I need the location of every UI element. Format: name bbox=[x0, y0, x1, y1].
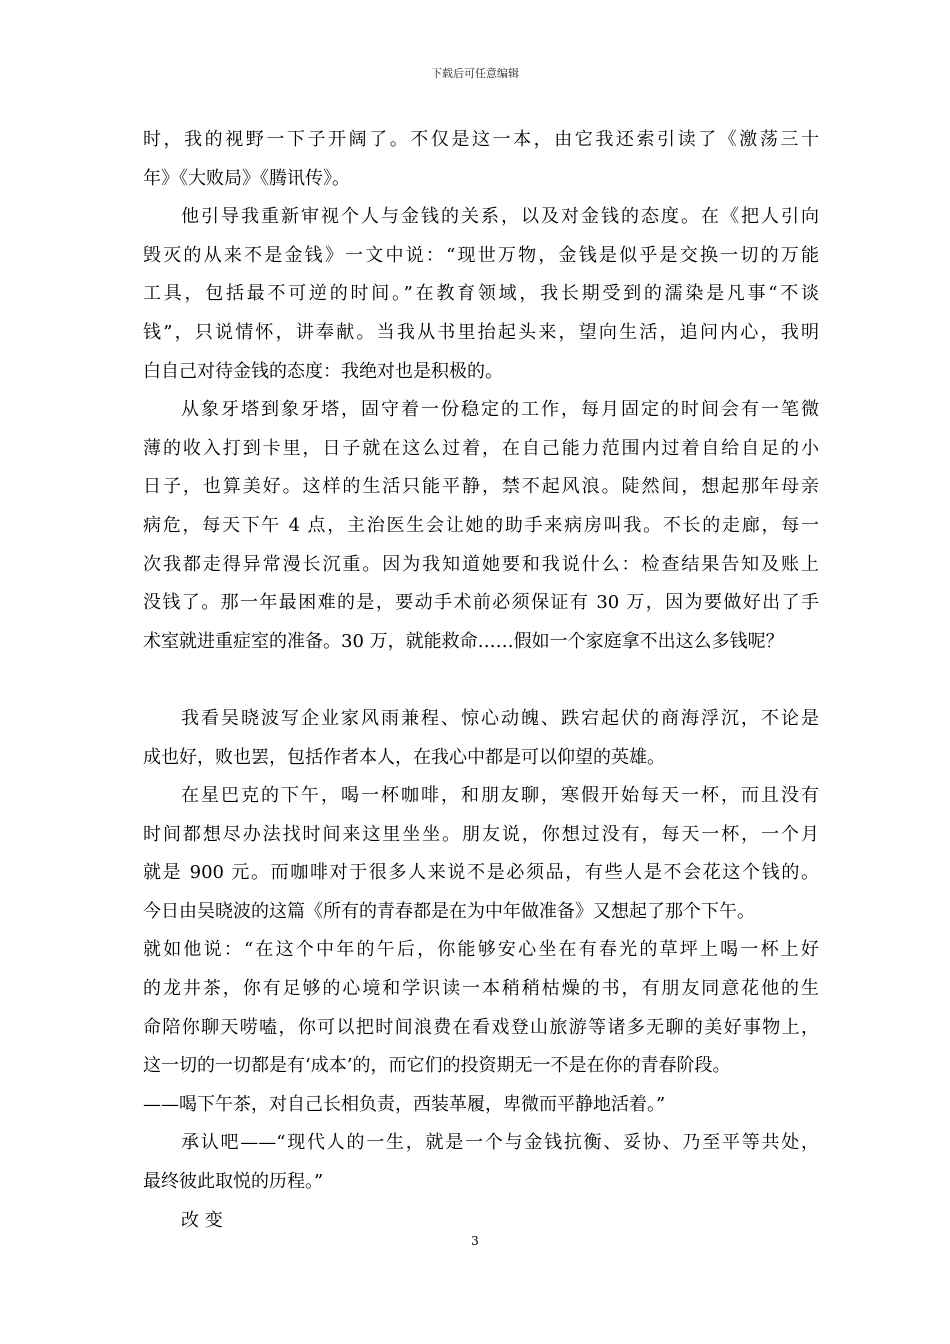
text-line: 他引导我重新审视个人与金钱的关系，以及对金钱的态度。在《把人引向 bbox=[181, 206, 819, 228]
text-line: 命陪你聊天唠嗑，你可以把时间浪费在看戏登山旅游等诸多无聊的美好事物上， bbox=[143, 1016, 819, 1038]
text-line: 成也好，败也罢，包括作者本人，在我心中都是可以仰望的英雄。 bbox=[143, 746, 665, 768]
text-line: 从象牙塔到象牙塔，固守着一份稳定的工作，每月固定的时间会有一笔微 bbox=[181, 399, 819, 421]
text-line: 薄的收入打到卡里，日子就在这么过着，在自己能力范围内过着自给自足的小 bbox=[143, 437, 819, 459]
text-line: 承认吧——“现代人的一生，就是一个与金钱抗衡、妥协、乃至平等共处， bbox=[181, 1132, 819, 1154]
text-line: 术室就进重症室的准备。30 万，就能救命……假如一个家庭拿不出这么多钱呢？ bbox=[143, 630, 784, 652]
text-line: 次我都走得异常漫长沉重。因为我知道她要和我说什么：检查结果告知及账上 bbox=[143, 553, 819, 575]
text-line: ——喝下午茶，对自己长相负责，西装革履，卑微而平静地活着。” bbox=[143, 1093, 666, 1115]
text-line: 工具，包括最不可逆的时间。”在教育领域，我长期受到的濡染是凡事“不谈 bbox=[143, 283, 819, 305]
text-line: 钱”，只说情怀，讲奉献。当我从书里抬起头来，望向生活，追问内心，我明 bbox=[143, 321, 819, 343]
text-line: 我看吴晓波写企业家风雨兼程、惊心动魄、跌宕起伏的商海浮沉，不论是 bbox=[181, 707, 819, 729]
page-header: 下载后可任意编辑 bbox=[431, 67, 519, 80]
text-line: 时间都想尽办法找时间来这里坐坐。朋友说，你想过没有，每天一杯，一个月 bbox=[143, 823, 819, 845]
text-line: 没钱了。那一年最困难的是，要动手术前必须保证有 30 万，因为要做好出了手 bbox=[143, 592, 819, 614]
text-line: 的龙井茶，你有足够的心境和学识读一本稍稍枯燥的书，有朋友同意花他的生 bbox=[143, 978, 819, 1000]
text-line: 毁灭的从来不是金钱》一文中说：“现世万物，金钱是似乎是交换一切的万能 bbox=[143, 244, 819, 266]
text-line: 这一切的一切都是有‘成本’的，而它们的投资期无一不是在你的青春阶段。 bbox=[143, 1055, 731, 1077]
text-line: 今日由吴晓波的这篇《所有的青春都是在为中年做准备》又想起了那个下午。 bbox=[143, 900, 755, 922]
section-heading: 改 变 bbox=[181, 1209, 223, 1231]
text-line: 就是 900 元。而咖啡对于很多人来说不是必须品，有些人是不会花这个钱的。 bbox=[143, 862, 819, 884]
text-line: 最终彼此取悦的历程。” bbox=[143, 1171, 324, 1193]
page-number: 3 bbox=[471, 1234, 479, 1248]
text-line: 病危，每天下午 4 点，主治医生会让她的助手来病房叫我。不长的走廊，每一 bbox=[143, 514, 819, 536]
text-line: 白自己对待金钱的态度：我绝对也是积极的。 bbox=[143, 360, 503, 382]
blank-line bbox=[143, 661, 819, 700]
document-body bbox=[143, 121, 819, 1240]
text-line: 年》《大败局》《腾讯传》。 bbox=[143, 167, 350, 189]
text-line: 时，我的视野一下子开阔了。不仅是这一本，由它我还索引读了《激荡三十 bbox=[143, 129, 819, 150]
text-line: 日子，也算美好。这样的生活只能平静，禁不起风浪。陡然间，想起那年母亲 bbox=[143, 476, 819, 498]
text-line: 在星巴克的下午，喝一杯咖啡，和朋友聊，寒假开始每天一杯，而且没有 bbox=[181, 785, 819, 807]
text-line: 就如他说：“在这个中年的午后，你能够安心坐在有春光的草坪上喝一杯上好 bbox=[143, 939, 819, 961]
